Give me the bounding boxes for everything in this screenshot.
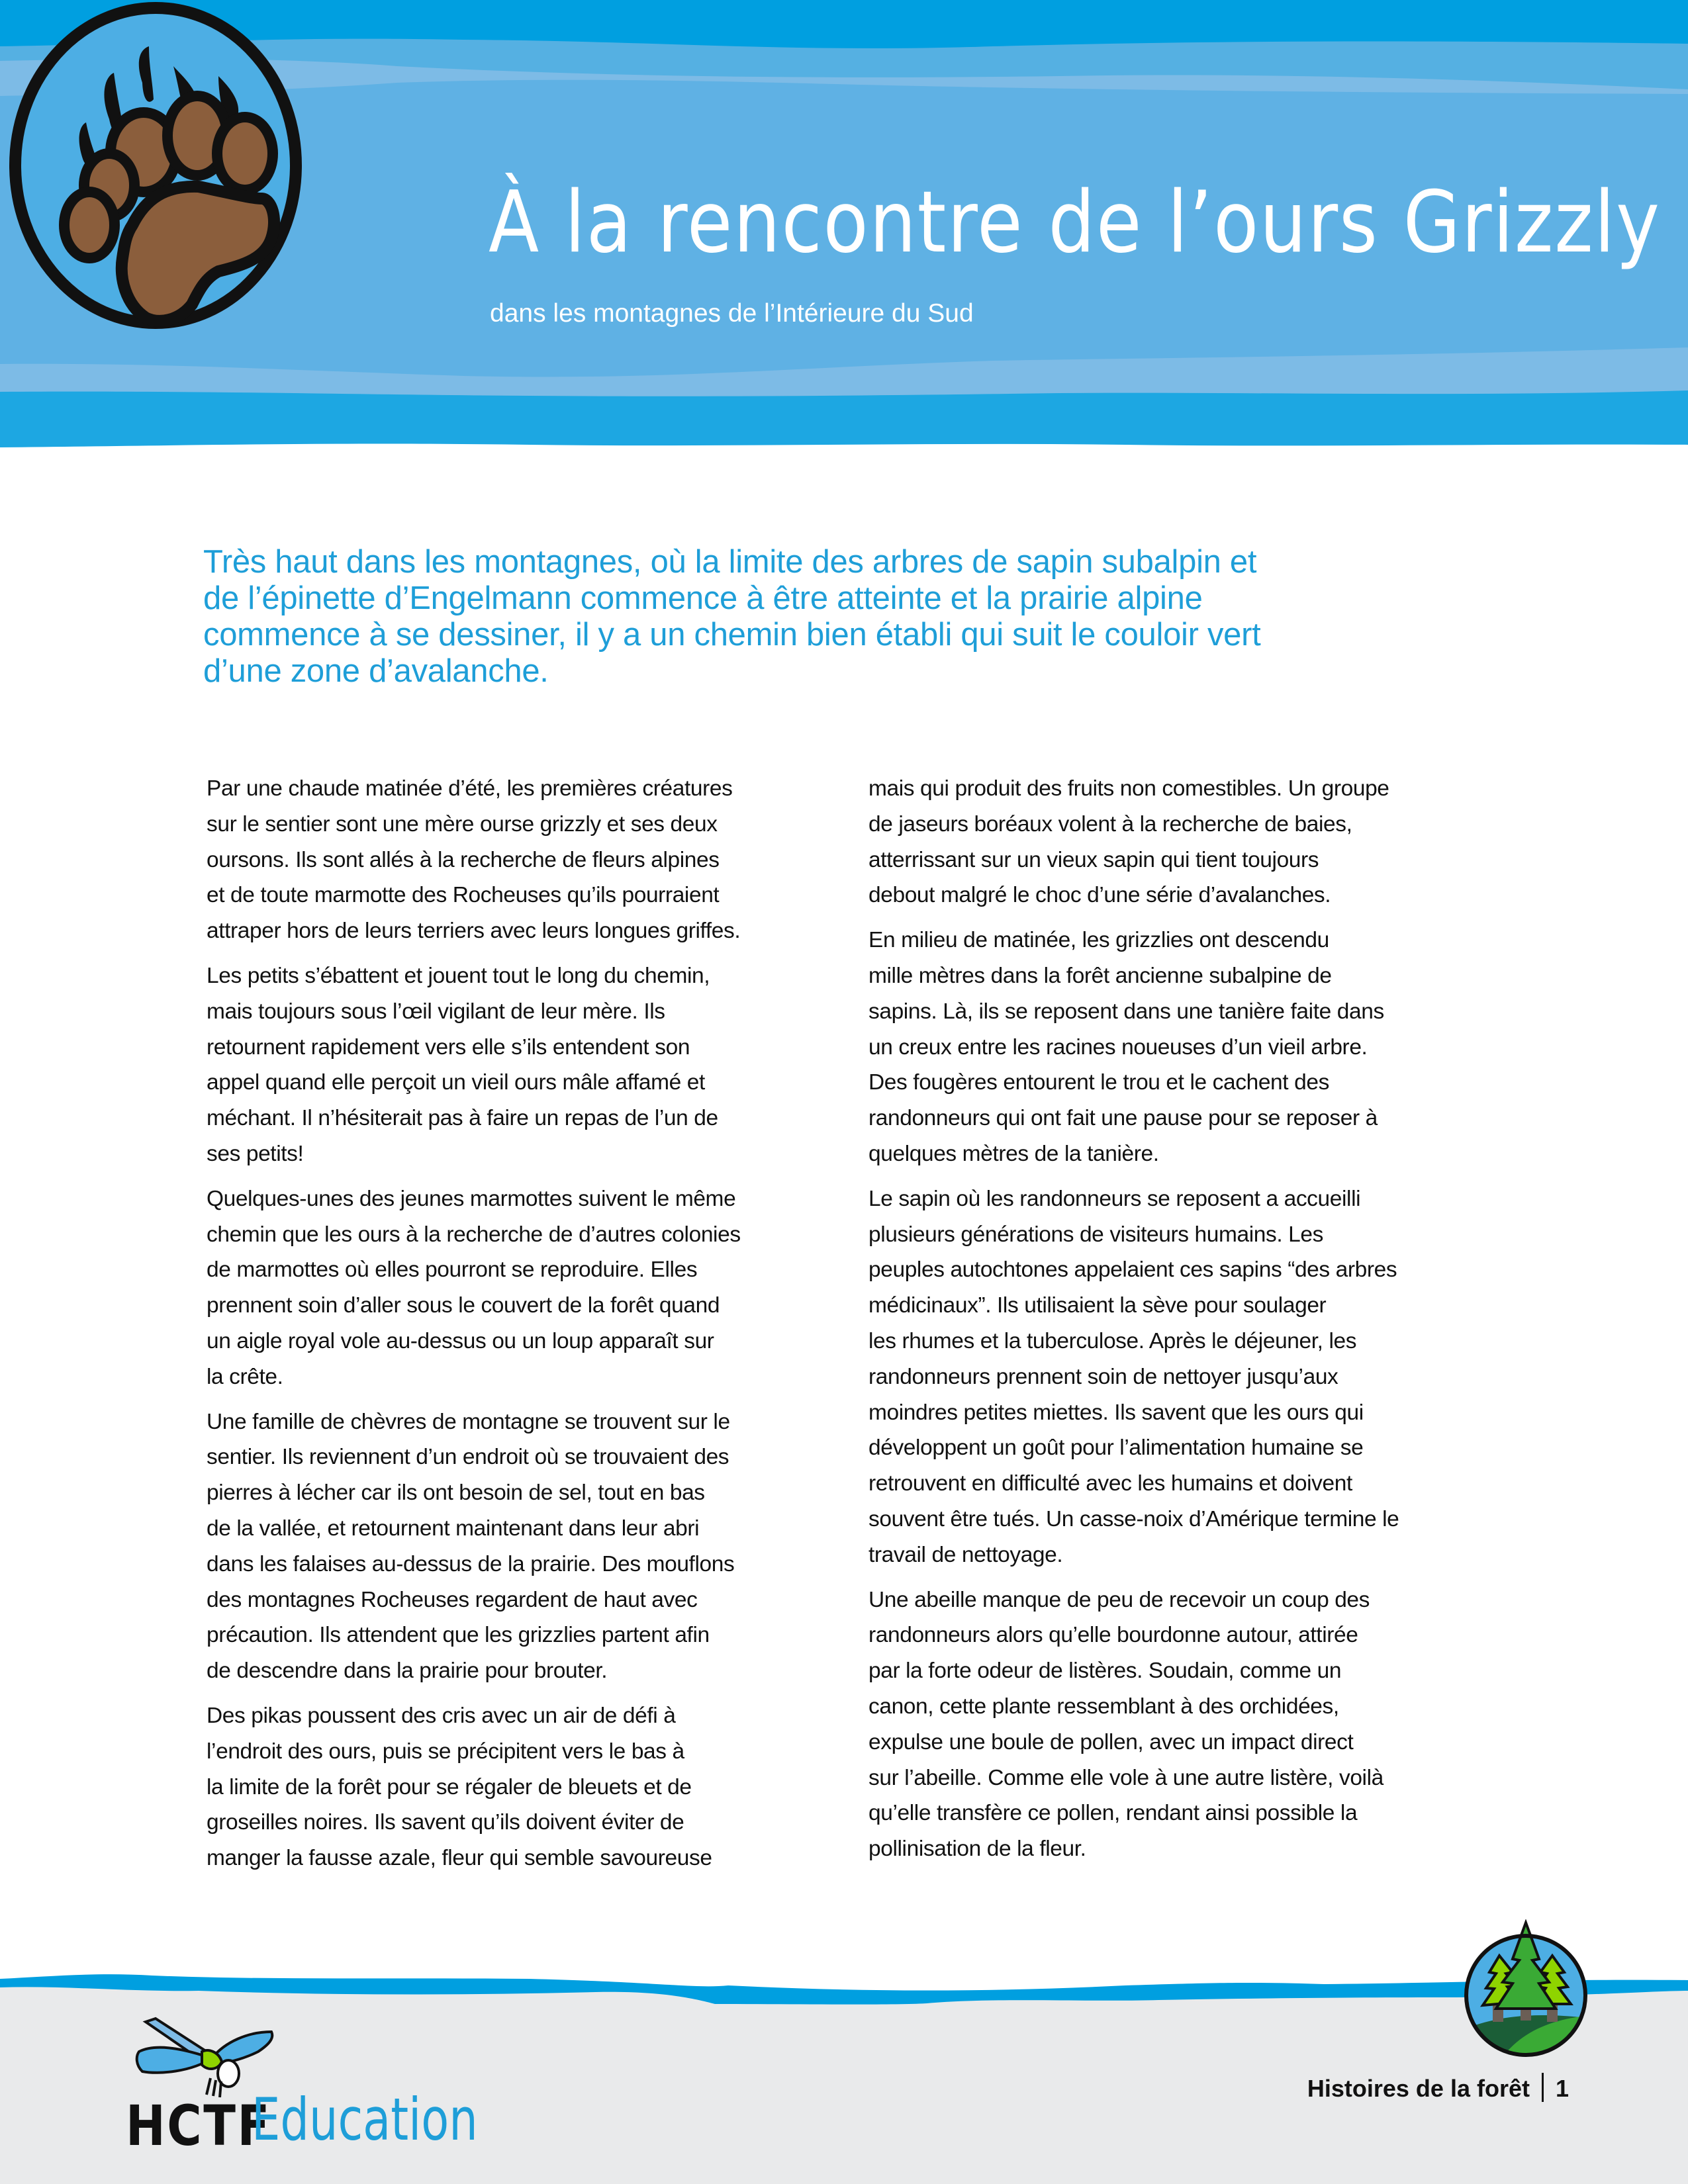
body-paragraph <box>868 1582 1477 1867</box>
intro-line: de l’épinette d’Engelmann commence à être atteinte et la prairie alpine <box>203 580 1203 616</box>
body-line: Par une chaude matinée d’été, les premières créatures <box>207 776 733 801</box>
body-line: mille mètres dans la forêt ancienne subalpine de <box>868 963 1332 988</box>
body-line: ses petits! <box>207 1141 304 1166</box>
body-line: précaution. Ils attendent que les grizzlies partent afin <box>207 1623 710 1648</box>
body-line: un creux entre les racines noueuses d’un vieil arbre. <box>868 1034 1368 1060</box>
body-line: plusieurs générations de visiteurs humains. Les <box>868 1222 1323 1247</box>
body-line: expulse une boule de pollen, avec un impact direct <box>868 1729 1354 1754</box>
right-column <box>868 771 1477 1876</box>
body-line: les rhumes et la tuberculose. Après le déjeuner, les <box>868 1328 1357 1353</box>
body-paragraph <box>207 1181 789 1395</box>
body-line: qu’elle transfère ce pollen, rendant ainsi possible la <box>868 1801 1358 1826</box>
body-paragraph <box>207 1404 789 1689</box>
page-subtitle: dans les montagnes de l’Intérieure du Sud <box>490 299 974 328</box>
body-line: prennent soin d’aller sous le couvert de la forêt quand <box>207 1293 720 1318</box>
body-line: pierres à lécher car ils ont besoin de sel, tout en bas <box>207 1480 705 1506</box>
body-line: sur l’abeille. Comme elle vole à une autre listère, voilà <box>868 1765 1383 1790</box>
page-title: À la rencontre de l’ours Grizzly <box>489 173 1661 272</box>
body-line: En milieu de matinée, les grizzlies ont descendu <box>868 928 1329 953</box>
body-line: Les petits s’ébattent et jouent tout le long du chemin, <box>207 963 710 988</box>
body-line: médicinaux”. Ils utilisaient la sève pour soulager <box>868 1293 1327 1318</box>
body-line: la crête. <box>207 1364 283 1389</box>
intro-line: commence à se dessiner, il y a un chemin bien établi qui suit le couloir vert <box>203 617 1261 653</box>
body-line: manger la fausse azale, fleur qui semble savoureuse <box>207 1846 712 1871</box>
body-line: sentier. Ils reviennent d’un endroit où se trouvaient des <box>207 1445 729 1470</box>
body-line: de descendre dans la prairie pour brouter. <box>207 1659 608 1684</box>
page-footer-label <box>1307 2073 1569 2103</box>
body-line: mais toujours sous l’œil vigilant de leur mère. Ils <box>207 999 665 1024</box>
body-line: souvent être tués. Un casse-noix d’Amérique termine le <box>868 1506 1399 1531</box>
logo-hctf-text: HCTF <box>126 2093 271 2158</box>
body-line: attraper hors de leurs terriers avec leurs longues griffes. <box>207 919 741 944</box>
body-line: travail de nettoyage. <box>868 1542 1063 1567</box>
intro-paragraph <box>203 544 1434 690</box>
series-title: Histoires de la forêt <box>1307 2075 1530 2102</box>
body-line: mais qui produit des fruits non comestibles. Un groupe <box>868 776 1389 801</box>
body-line: randonneurs prennent soin de nettoyer jusqu’aux <box>868 1364 1338 1389</box>
body-line: randonneurs alors qu’elle bourdonne autour, attirée <box>868 1623 1358 1648</box>
body-line: sapins. Là, ils se reposent dans une tanière faite dans <box>868 999 1384 1024</box>
body-line: Une abeille manque de peu de recevoir un coup des <box>868 1587 1370 1612</box>
body-line: l’endroit des ours, puis se précipitent vers le bas à <box>207 1739 684 1764</box>
body-paragraph <box>868 1181 1477 1573</box>
body-line: dans les falaises au-dessus de la prairie. Des mouflons <box>207 1551 735 1576</box>
body-line: appel quand elle perçoit un vieil ours mâle affamé et <box>207 1070 705 1095</box>
body-paragraph <box>868 923 1477 1172</box>
body-line: groseilles noires. Ils savent qu’ils doivent éviter de <box>207 1810 684 1835</box>
intro-line: d’une zone d’avalanche. <box>203 653 549 689</box>
body-line: Quelques-unes des jeunes marmottes suivent le même <box>207 1186 736 1211</box>
body-paragraph <box>207 771 789 949</box>
body-line: moindres petites miettes. Ils savent que les ours qui <box>868 1400 1364 1425</box>
body-line: Le sapin où les randonneurs se reposent a accueilli <box>868 1186 1361 1211</box>
body-line: chemin que les ours à la recherche de d’autres colonies <box>207 1222 741 1247</box>
body-line: canon, cette plante ressemblant à des orchidées, <box>868 1694 1339 1719</box>
body-line: peuples autochtones appelaient ces sapins “des arbres <box>868 1257 1397 1283</box>
body-line: quelques mètres de la tanière. <box>868 1141 1159 1166</box>
body-line: de la vallée, et retournent maintenant dans leur abri <box>207 1516 700 1541</box>
body-line: Une famille de chèvres de montagne se trouvent sur le <box>207 1409 730 1434</box>
body-line: debout malgré le choc d’une série d’avalanches. <box>868 883 1331 908</box>
body-line: la limite de la forêt pour se régaler de bleuets et de <box>207 1774 692 1799</box>
body-line: atterrissant sur un vieux sapin qui tient toujours <box>868 847 1319 872</box>
body-line: méchant. Il n’hésiterait pas à faire un repas de l’un de <box>207 1106 718 1131</box>
body-line: de marmottes où elles pourront se reproduire. Elles <box>207 1257 698 1283</box>
body-paragraph <box>868 771 1477 913</box>
trees-icon <box>1460 1919 1592 2062</box>
separator <box>1542 2073 1544 2102</box>
hctf-education-logo <box>126 2015 478 2174</box>
left-column <box>207 771 789 1886</box>
wave-white-edge <box>0 444 1688 463</box>
body-line: randonneurs qui ont fait une pause pour se reposer à <box>868 1106 1378 1131</box>
intro-line: Très haut dans les montagnes, où la limite des arbres de sapin subalpin et <box>203 544 1257 580</box>
body-line: retrouvent en difficulté avec les humains et doivent <box>868 1471 1352 1496</box>
body-line: retournent rapidement vers elle s’ils entendent son <box>207 1034 690 1060</box>
body-line: Des fougères entourent le trou et le cachent des <box>868 1070 1329 1095</box>
bear-paw-icon <box>0 0 305 331</box>
header-banner <box>0 0 1688 463</box>
body-line: de jaseurs boréaux volent à la recherche de baies, <box>868 811 1352 837</box>
body-line: développent un goût pour l’alimentation humaine se <box>868 1435 1364 1461</box>
body-line: des montagnes Rocheuses regardent de haut avec <box>207 1587 698 1612</box>
body-line: par la forte odeur de listères. Soudain, comme un <box>868 1659 1342 1684</box>
body-paragraph <box>207 1698 789 1876</box>
body-line: un aigle royal vole au-dessus ou un loup apparaît sur <box>207 1328 714 1353</box>
body-line: pollinisation de la fleur. <box>868 1837 1086 1862</box>
page-number: 1 <box>1555 2075 1569 2102</box>
body-line: oursons. Ils sont allés à la recherche de fleurs alpines <box>207 847 720 872</box>
body-line: Des pikas poussent des cris avec un air de défi à <box>207 1703 676 1728</box>
body-line: et de toute marmotte des Rocheuses qu’ils pourraient <box>207 883 720 908</box>
body-paragraph <box>207 958 789 1172</box>
body-line: sur le sentier sont une mère ourse grizzly et ses deux <box>207 811 718 837</box>
logo-education-text: Education <box>252 2085 478 2154</box>
